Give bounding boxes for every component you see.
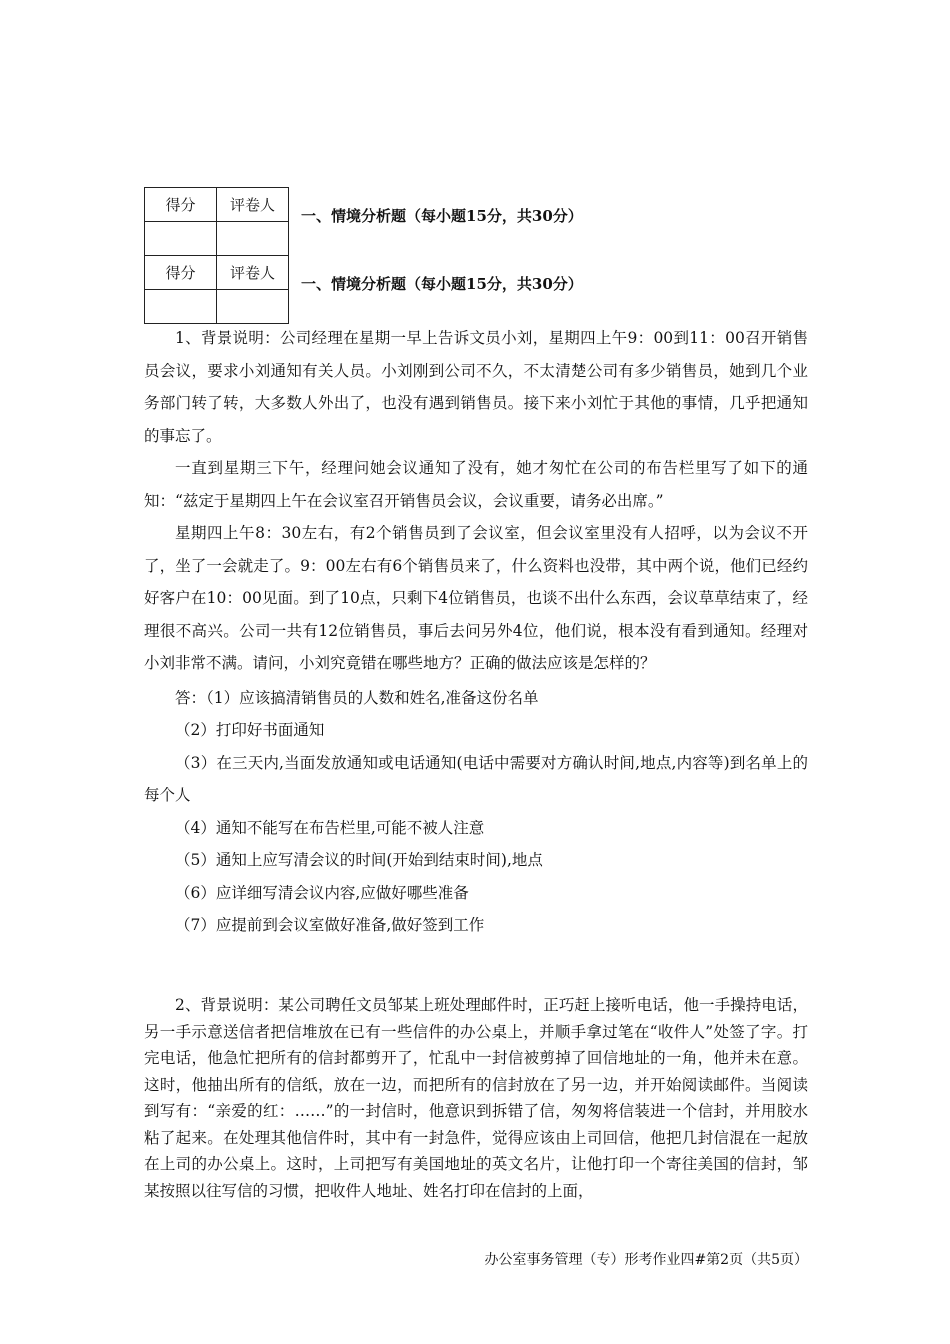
answer-item: （6）应详细写清会议内容,应做好哪些准备 (175, 883, 469, 902)
answer-item: 答：（1）应该搞清销售员的人数和姓名,准备这份名单 (175, 688, 539, 707)
page-footer: 办公室事务管理（专）形考作业四#第2页（共5页） (484, 1252, 808, 1268)
answer-item: （4）通知不能写在布告栏里,可能不被人注意 (175, 818, 485, 837)
question-1 (144, 322, 808, 942)
grader-label-cell: 评卷人 (217, 256, 289, 290)
question-2-background: 2、背景说明：某公司聘任文员邹某上班处理邮件时，正巧赶上接听电话，他一手操持电话，另一手示意送信者把信堆放在已有一些信件的办公桌上，并顺手拿过笔在“收件人”处签了字。打完电话，他急忙把所有的信封都剪开了，忙乱中一封信被剪掉了回信地址的一角，他并未在意。这时，他抽出所有的信纸，放在一边，而把所有的信封放在了另一边，并开始阅读邮件。当阅读到写有：“亲爱的红：……”的一封信时，他意识到拆错了信，匆匆将信装进一个信封，并用胶水粘了起来。在处理其他信件时，其中有一封急件，觉得应该由上司回信，他把几封信混在一起放在上司的办公桌上。这时，上司把写有美国地址的英文名片，让他打印一个寄往美国的信封，邹某按照以往写信的习惯，把收件人地址、姓名打印在信封的上面， (144, 996, 808, 1200)
score-label-cell: 得分 (145, 188, 217, 222)
section-title: 一、情境分析题（每小题15分，共30分） (301, 275, 583, 293)
grader-value-cell (217, 290, 289, 324)
score-table-row (145, 290, 289, 324)
score-value-cell (145, 290, 217, 324)
score-table-row (145, 188, 289, 222)
section-title: 一、情境分析题（每小题15分，共30分） (301, 207, 583, 225)
answer-item: （3）在三天内,当面发放通知或电话通知(电话中需要对方确认时间,地点,内容等)到名单上的每个人 (144, 753, 808, 804)
question-1-paragraph: 一直到星期三下午，经理问她会议通知了没有，她才匆忙在公司的布告栏里写了如下的通知：“兹定于星期四上午在会议室召开销售员会议，会议重要，请务必出席。” (144, 459, 808, 510)
question-1-paragraph: 星期四上午8：30左右，有2个销售员到了会议室，但会议室里没有人招呼，以为会议不开了，坐了一会就走了。9：00左右有6个销售员来了，什么资料也没带，其中两个说，他们已经约好客户在10：00见面。到了10点，只剩下4位销售员，也谈不出什么东西，会议草草结束了，经理很不高兴。公司一共有12位销售员，事后去问另外4位，他们说，根本没有看到通知。经理对小刘非常不满。请问，小刘究竟错在哪些地方？正确的做法应该是怎样的？ (144, 524, 808, 672)
score-table-row (145, 256, 289, 290)
question-2 (144, 992, 808, 1204)
question-1-background: 1、背景说明：公司经理在星期一早上告诉文员小刘，星期四上午9：00到11：00召开销售员会议，要求小刘通知有关人员。小刘刚到公司不久，不太清楚公司有多少销售员，她到几个业务部门转了转，大多数人外出了，也没有遇到销售员。接下来小刘忙于其他的事情，几乎把通知的事忘了。 (144, 329, 808, 445)
grader-label-cell: 评卷人 (217, 188, 289, 222)
answer-item: （5）通知上应写清会议的时间(开始到结束时间),地点 (175, 851, 543, 869)
score-value-cell (145, 222, 217, 256)
grader-value-cell (217, 222, 289, 256)
score-table (144, 187, 289, 324)
score-label-cell: 得分 (145, 256, 217, 290)
answer-item: （2）打印好书面通知 (175, 721, 325, 739)
answer-item: （7）应提前到会议室做好准备,做好签到工作 (175, 916, 485, 934)
answer-list (144, 682, 808, 942)
score-table-row (145, 222, 289, 256)
